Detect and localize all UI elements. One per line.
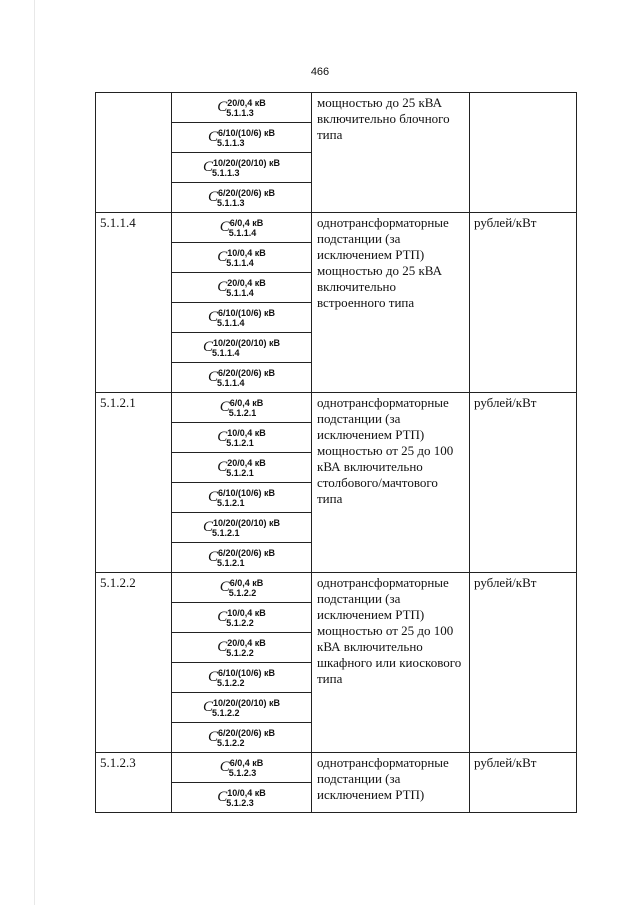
symbol-voltage: 6/20/(20/6) кВ bbox=[217, 187, 276, 198]
tariff-symbol: C 10/0,4 кВ 5.1.2.2 bbox=[172, 603, 312, 633]
symbol-index: 5.1.1.4 bbox=[226, 257, 254, 268]
symbol-index: 5.1.2.2 bbox=[211, 707, 240, 718]
row-unit: рублей/кВт bbox=[470, 573, 577, 753]
tariff-table bbox=[95, 92, 577, 813]
symbol-index: 5.1.1.4 bbox=[226, 287, 254, 298]
symbol-voltage: 6/20/(20/6) кВ bbox=[217, 727, 276, 738]
row-description: мощностью до 25 кВА включительно блочного типа bbox=[312, 93, 470, 213]
symbol-index: 5.1.2.1 bbox=[228, 407, 257, 418]
symbol-voltage: 6/10/(10/6) кВ bbox=[217, 487, 276, 498]
symbol-voltage: 10/20/(20/10) кВ bbox=[212, 157, 281, 168]
symbol-voltage: 6/20/(20/6) кВ bbox=[217, 367, 276, 378]
tariff-symbol: C 10/0,4 кВ 5.1.2.1 bbox=[172, 423, 312, 453]
table-row bbox=[96, 213, 577, 243]
scan-edge-line bbox=[34, 0, 35, 905]
tariff-symbol: C 6/0,4 кВ 5.1.2.3 bbox=[172, 753, 312, 783]
table-row bbox=[96, 393, 577, 423]
symbol-voltage: 10/20/(20/10) кВ bbox=[212, 697, 281, 708]
page-number: 466 bbox=[310, 66, 330, 78]
tariff-symbol: C 6/0,4 кВ 5.1.1.4 bbox=[172, 213, 312, 243]
symbol-voltage: 10/0,4 кВ bbox=[227, 607, 266, 618]
tariff-symbol: C 20/0,4 кВ 5.1.2.2 bbox=[172, 633, 312, 663]
symbol-voltage: 6/10/(10/6) кВ bbox=[217, 127, 276, 138]
row-code: 5.1.2.2 bbox=[96, 573, 172, 753]
tariff-symbol: C 10/0,4 кВ 5.1.2.3 bbox=[172, 783, 312, 813]
row-code: 5.1.2.1 bbox=[96, 393, 172, 573]
symbol-voltage: 6/10/(10/6) кВ bbox=[217, 307, 276, 318]
tariff-symbol: C 6/20/(20/6) кВ 5.1.1.4 bbox=[172, 363, 312, 393]
row-code: 5.1.1.4 bbox=[96, 213, 172, 393]
symbol-voltage: 6/0,4 кВ bbox=[229, 757, 264, 768]
symbol-index: 5.1.1.4 bbox=[216, 317, 245, 328]
tariff-symbol: C 10/20/(20/10) кВ 5.1.1.4 bbox=[172, 333, 312, 363]
symbol-index: 5.1.1.3 bbox=[211, 167, 240, 178]
symbol-voltage: 10/20/(20/10) кВ bbox=[212, 337, 281, 348]
table-row bbox=[96, 93, 577, 123]
tariff-symbol: C 6/20/(20/6) кВ 5.1.2.2 bbox=[172, 723, 312, 753]
tariff-symbol: C 6/10/(10/6) кВ 5.1.2.2 bbox=[172, 663, 312, 693]
symbol-index: 5.1.2.1 bbox=[216, 497, 245, 508]
row-code: 5.1.2.3 bbox=[96, 753, 172, 813]
symbol-index: 5.1.2.2 bbox=[226, 647, 254, 658]
tariff-symbol: C 10/20/(20/10) кВ 5.1.2.2 bbox=[172, 693, 312, 723]
row-unit: рублей/кВт bbox=[470, 753, 577, 813]
tariff-symbol: C 20/0,4 кВ 5.1.1.4 bbox=[172, 273, 312, 303]
tariff-symbol: C 10/20/(20/10) кВ 5.1.1.3 bbox=[172, 153, 312, 183]
symbol-voltage: 6/10/(10/6) кВ bbox=[217, 667, 276, 678]
symbol-index: 5.1.2.1 bbox=[216, 557, 245, 568]
row-unit: рублей/кВт bbox=[470, 213, 577, 393]
tariff-symbol: C 6/20/(20/6) кВ 5.1.2.1 bbox=[172, 543, 312, 573]
symbol-voltage: 6/20/(20/6) кВ bbox=[217, 547, 276, 558]
symbol-voltage: 20/0,4 кВ bbox=[227, 97, 266, 108]
tariff-symbol: C 6/10/(10/6) кВ 5.1.1.4 bbox=[172, 303, 312, 333]
tariff-table-body bbox=[96, 93, 577, 813]
tariff-symbol: C 6/20/(20/6) кВ 5.1.1.3 bbox=[172, 183, 312, 213]
symbol-index: 5.1.2.2 bbox=[226, 617, 254, 628]
row-unit bbox=[470, 93, 577, 213]
symbol-voltage: 20/0,4 кВ bbox=[227, 277, 266, 288]
tariff-symbol: C 6/0,4 кВ 5.1.2.1 bbox=[172, 393, 312, 423]
symbol-index: 5.1.1.4 bbox=[216, 377, 245, 388]
symbol-index: 5.1.2.1 bbox=[211, 527, 240, 538]
symbol-index: 5.1.2.2 bbox=[228, 587, 257, 598]
symbol-voltage: 6/0,4 кВ bbox=[229, 217, 264, 228]
symbol-voltage: 10/0,4 кВ bbox=[227, 427, 266, 438]
symbol-index: 5.1.1.3 bbox=[226, 107, 254, 118]
row-description: однотрансформаторные подстанции (за исключением РТП) bbox=[312, 753, 470, 813]
symbol-voltage: 20/0,4 кВ bbox=[227, 637, 266, 648]
symbol-index: 5.1.1.3 bbox=[216, 137, 245, 148]
symbol-index: 5.1.2.2 bbox=[216, 737, 245, 748]
symbol-index: 5.1.2.3 bbox=[228, 767, 257, 778]
table-row bbox=[96, 573, 577, 603]
symbol-voltage: 10/20/(20/10) кВ bbox=[212, 517, 281, 528]
tariff-symbol: C 10/20/(20/10) кВ 5.1.2.1 bbox=[172, 513, 312, 543]
tariff-symbol: C 20/0,4 кВ 5.1.1.3 bbox=[172, 93, 312, 123]
symbol-index: 5.1.2.1 bbox=[226, 467, 254, 478]
row-unit: рублей/кВт bbox=[470, 393, 577, 573]
symbol-index: 5.1.2.2 bbox=[216, 677, 245, 688]
symbol-voltage: 6/0,4 кВ bbox=[229, 577, 264, 588]
tariff-symbol: C 20/0,4 кВ 5.1.2.1 bbox=[172, 453, 312, 483]
table-row bbox=[96, 753, 577, 783]
symbol-index: 5.1.1.4 bbox=[211, 347, 240, 358]
symbol-voltage: 6/0,4 кВ bbox=[229, 397, 264, 408]
tariff-symbol: C 6/10/(10/6) кВ 5.1.2.1 bbox=[172, 483, 312, 513]
symbol-voltage: 20/0,4 кВ bbox=[227, 457, 266, 468]
row-description: однотрансформаторные подстанции (за исключением РТП) мощностью от 25 до 100 кВА включительно столбового/мачтового типа bbox=[312, 393, 470, 573]
symbol-voltage: 10/0,4 кВ bbox=[227, 247, 266, 258]
symbol-index: 5.1.2.1 bbox=[226, 437, 254, 448]
row-description: однотрансформаторные подстанции (за исключением РТП) мощностью от 25 до 100 кВА включительно шкафного или киоскового типа bbox=[312, 573, 470, 753]
row-description: однотрансформаторные подстанции (за исключением РТП) мощностью до 25 кВА включительно встроенного типа bbox=[312, 213, 470, 393]
tariff-symbol: C 10/0,4 кВ 5.1.1.4 bbox=[172, 243, 312, 273]
symbol-voltage: 10/0,4 кВ bbox=[227, 787, 266, 798]
symbol-index: 5.1.1.3 bbox=[216, 197, 245, 208]
row-code bbox=[96, 93, 172, 213]
symbol-index: 5.1.1.4 bbox=[228, 227, 257, 238]
symbol-index: 5.1.2.3 bbox=[226, 797, 254, 808]
tariff-symbol: C 6/10/(10/6) кВ 5.1.1.3 bbox=[172, 123, 312, 153]
tariff-symbol: C 6/0,4 кВ 5.1.2.2 bbox=[172, 573, 312, 603]
